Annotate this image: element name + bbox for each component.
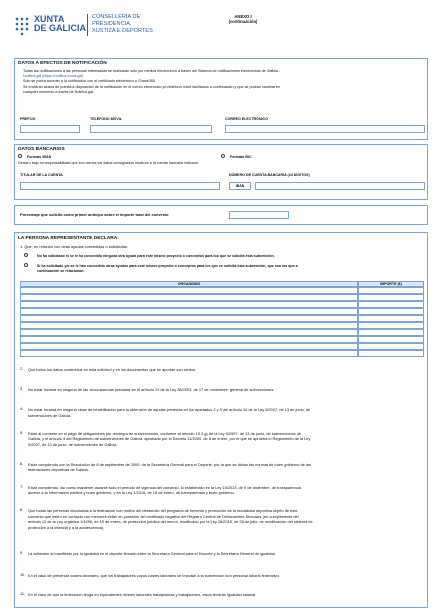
- iban-prefix: IBAN: [235, 184, 245, 188]
- other-aid-label: Sí ha solicitado y/o se le han concedido otras ayudas para este mismo proyecto o conceptos para los que se solicita esta subvención, que son las que a continuación se relacionan:: [37, 263, 298, 273]
- aid-importe-cell[interactable]: [358, 336, 424, 343]
- declaration-number: 3.: [20, 386, 24, 392]
- declaration-line: protección a la infancia y a la adolescencia).: [28, 524, 105, 530]
- aid-table: [20, 281, 424, 363]
- iban-radio[interactable]: [18, 154, 22, 158]
- declaration-line: En el caso de que la federación tenga en equivalentes niveles laborales trabajadoras y trabajadores, estos tendrán igualdad salarial.: [28, 591, 257, 597]
- declaration-item-1: 1. Que, en relación con otras ayudas concedidas o solicitadas:: [20, 244, 128, 249]
- conselleria-name: CONSELLERÍA DE PRESIDENCIA, XUSTIZA E DEPORTES: [92, 14, 153, 34]
- email-label: CORREO ELECTRÓNICO: [225, 117, 268, 121]
- declaration-text: [28, 485, 424, 496]
- aid-importe-cell[interactable]: [358, 287, 424, 294]
- declaration-text: [28, 551, 424, 557]
- account-holder-field[interactable]: [20, 182, 220, 190]
- declaration-line: No estar incursa en ninguna de las circunstancias previstas en el artículo 13 de la Ley 38/2003, de 17 de noviembre, general de subvenciones.: [28, 387, 275, 393]
- declaration-number: 9.: [20, 550, 24, 556]
- aid-importe-cell[interactable]: [358, 294, 424, 301]
- declaration-number: 5.: [20, 429, 24, 435]
- aid-importe-cell[interactable]: [358, 308, 424, 315]
- mobile-field[interactable]: [90, 125, 212, 133]
- declaration-text: [28, 407, 424, 418]
- xunta-logo-icon: [14, 16, 30, 36]
- percentage-field[interactable]: [229, 211, 289, 219]
- declaration-text: [28, 573, 424, 579]
- declaration-text: [28, 592, 424, 598]
- declaration-line: Que todas las personas vinculadas a la federación con motivo del desarrollo del programa de fomento y promoción de la modalidad deportiva objeto de este: [28, 508, 298, 514]
- no-other-aid-radio[interactable]: [24, 253, 28, 257]
- aid-importe-cell[interactable]: [358, 350, 424, 357]
- mobile-label: TELÉFONO MÓVIL: [90, 117, 122, 121]
- percentage-section: [14, 205, 428, 225]
- declaration-line: Estar cumpliendo, así como mantener durante todo el período de vigencia del convenio, lo establecido en la Ley 19/2013, de 9 de diciembre, de transparencia,: [28, 484, 302, 490]
- declaration-line: Estar cumpliendo con la Resolución de 8 de septiembre de 2009, de la Secretaría General para el Deporte, por la que se dictan las normas de buen gobierno de las: [28, 461, 311, 467]
- declaration-line: Galicia, y el artículo 9 del Reglamento de subvenciones de Galicia, aprobado por el Decreto 11/2009, de 8 de enero, por el que se aprueba el Reglamento de la Ley: [28, 436, 311, 442]
- aid-organismo-cell[interactable]: [20, 301, 358, 308]
- notification-title: DATOS A EFECTOS DE NOTIFICACIÓN: [18, 61, 107, 66]
- bank-declaration: Declaro bajo mi responsabilidad que son ciertos los datos consignados relativos a la cuenta bancaria indicada.: [18, 161, 199, 165]
- declaration-line: La adhesión al manifiesto por la igualdad en el deporte firmado entre la Secretaría General para el Deporte y la Secretaría General de igualdad.: [28, 551, 276, 557]
- declaration-number: 6.: [20, 460, 24, 466]
- declaration-text: [28, 387, 424, 393]
- declaration-number: 4.: [20, 406, 24, 412]
- declaration-text: [28, 431, 424, 448]
- percentage-label: Porcentaje que solicita como primer anticipo sobre el importe total del convenio: [20, 212, 169, 217]
- declaration-number: 7.: [20, 483, 24, 489]
- declaration-line: subvenciones de Galicia.: [28, 412, 72, 418]
- declaration-line: No estar incursa en ninguna clase de inhabilitación para la obtención de ayudas previstas en los apartados 2 y 3 del artículo 10 de la Ley 9/2007, de 13 de junio, de: [28, 407, 311, 413]
- declaration-number: 10.: [20, 572, 26, 578]
- aid-organismo-cell[interactable]: [20, 308, 358, 315]
- prefix-field[interactable]: [20, 125, 80, 133]
- bank-section: [14, 144, 428, 200]
- aid-organismo-cell[interactable]: [20, 329, 358, 336]
- bank-title: DATOS BANCARIOS: [18, 147, 65, 152]
- declaration-line: federaciones deportivas de Galicia.: [28, 467, 89, 473]
- declaration-number: 11.: [20, 590, 26, 596]
- declaration-section: [14, 232, 428, 608]
- declaration-title: LA PERSONA REPRESENTANTE DECLARA:: [18, 236, 119, 241]
- declaration-line: convenio que estén en contacto con menores están en posesión del certificado negativo del Registro Central de Delincuentes Sexuales (en cumplimiento del: [28, 513, 299, 519]
- aid-importe-cell[interactable]: [358, 322, 424, 329]
- notification-section: [14, 58, 428, 140]
- prefix-label: PREFIJO: [20, 117, 36, 121]
- bic-radio[interactable]: [221, 154, 225, 158]
- declaration-text: [28, 462, 424, 473]
- importe-header: IMPORTE (€): [358, 281, 424, 287]
- aid-organismo-cell[interactable]: [20, 343, 358, 350]
- aid-importe-cell[interactable]: [358, 343, 424, 350]
- aid-organismo-cell[interactable]: [20, 315, 358, 322]
- bic-label: Formato BIC: [230, 154, 252, 159]
- header: [14, 14, 434, 54]
- declaration-text: [28, 508, 424, 530]
- account-holder-label: TITULAR DE LA CUENTA: [20, 173, 63, 177]
- logo-divider: [87, 14, 88, 36]
- no-other-aid-label: No ha solicitado ni se le ha concedido ninguna otra ayuda para este mismo proyecto o conceptos para los que se solicita esta subvención.: [37, 253, 275, 258]
- account-number-field[interactable]: [255, 182, 425, 190]
- other-aid-radio[interactable]: [24, 263, 28, 267]
- aid-importe-cell[interactable]: [358, 301, 424, 308]
- iban-prefix-field: [229, 182, 251, 190]
- notification-text: Todas las notificaciones a las personas interesadas se realizarán solo por medios electrónicos a través del Sistema de notificaciones electrónicas de Galicia - Notifica.gal (https://notifica.xunta.gal) Solo se podrá acceder a la notificación con el certificado electrónico o Chave365. Se enviarán avisos de puesta a disposición de la notificación en el correo electrónico y/o teléfono móvil facilitados a continuación y que se podrán cambiar en cualquier momento a través de Notifica.gal.: [23, 69, 281, 94]
- aid-organismo-cell[interactable]: [20, 350, 358, 357]
- organismo-header: ORGANISMO: [20, 281, 358, 287]
- account-number-label: NÚMERO DE CUENTA BANCARIA (24 DÍGITOS): [229, 173, 310, 177]
- aid-organismo-cell[interactable]: [20, 336, 358, 343]
- declaration-text: [28, 367, 424, 373]
- declaration-number: 2.: [20, 366, 24, 371]
- declaration-number: 8.: [20, 507, 24, 513]
- declaration-line: En el caso de presentar costes laborales, que los trabajadores cuyos costes laborales se imputan a la subvención son personal laboral federativo.: [28, 573, 280, 579]
- declaration-line: artículo 13 de la Ley orgánica 1/1996, de 15 de enero, de protección jurídica del menor, modificado por la Ley 26/2015, de 28 de julio, de modificación del sistema de: [28, 519, 313, 525]
- declaration-line: Estar al corriente en el pago de obligaciones por reintegro de subvenciones, conforme al artículo 10.2.g) de la Ley 9/2007, de 13 de junio, de subvenciones de: [28, 430, 301, 436]
- anexo-title: ANEXO I (continuación): [228, 14, 258, 25]
- aid-organismo-cell[interactable]: [20, 294, 358, 301]
- aid-importe-cell[interactable]: [358, 329, 424, 336]
- xunta-wordmark: XUNTA DE GALICIA: [34, 14, 87, 33]
- declaration-line: 9/2007, de 13 de junio, de subvenciones de Galicia.: [28, 441, 118, 447]
- declaration-line: acceso a la información pública y buen gobierno, y en la Ley 1/2016, de 18 de enero, de transparencia y buen gobierno.: [28, 490, 235, 496]
- aid-organismo-cell[interactable]: [20, 287, 358, 294]
- email-field[interactable]: [225, 125, 425, 133]
- aid-organismo-cell[interactable]: [20, 322, 358, 329]
- declaration-line: Que todos los datos contenidos en esta solicitud y en los documentos que se aportan son ciertos.: [28, 367, 197, 372]
- aid-importe-cell[interactable]: [358, 315, 424, 322]
- iban-label: Formato IBAN: [27, 154, 52, 159]
